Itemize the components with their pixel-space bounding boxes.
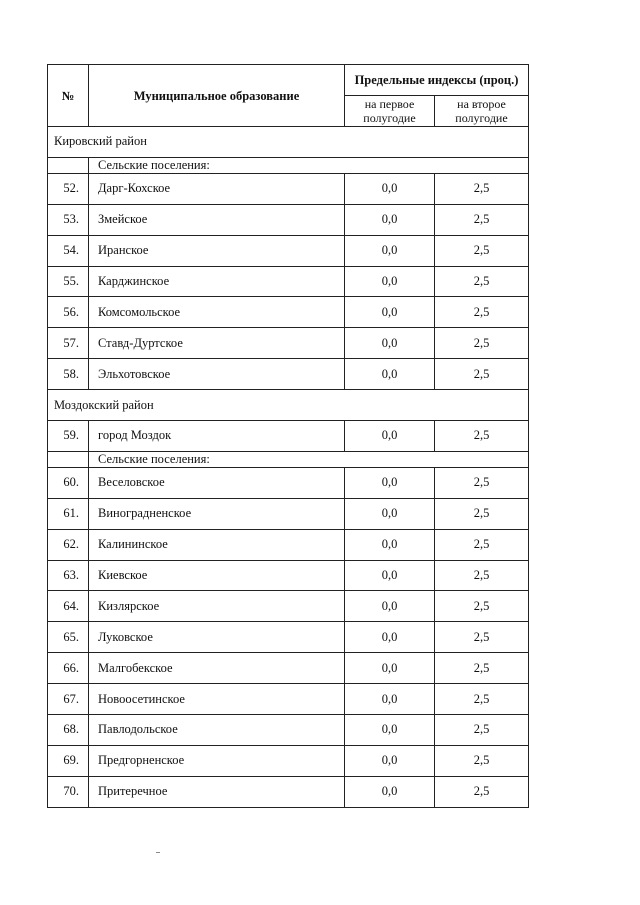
second-half-value: 2,5 bbox=[435, 715, 529, 746]
district-label: Моздокский район bbox=[48, 390, 529, 421]
second-half-value: 2,5 bbox=[435, 359, 529, 390]
table-row bbox=[48, 498, 529, 529]
row-number: 60. bbox=[48, 467, 89, 498]
table-row bbox=[48, 204, 529, 235]
table-header bbox=[48, 65, 529, 127]
second-half-value: 2,5 bbox=[435, 204, 529, 235]
second-half-value: 2,5 bbox=[435, 776, 529, 807]
second-half-value: 2,5 bbox=[435, 529, 529, 560]
municipality-name: Дарг-Кохское bbox=[89, 173, 345, 204]
first-half-value: 0,0 bbox=[345, 715, 435, 746]
row-number: 58. bbox=[48, 359, 89, 390]
table-row bbox=[48, 266, 529, 297]
district-section-row bbox=[48, 390, 529, 421]
first-half-value: 0,0 bbox=[345, 328, 435, 359]
municipality-name: Иранское bbox=[89, 235, 345, 266]
row-number: 65. bbox=[48, 622, 89, 653]
second-half-value: 2,5 bbox=[435, 235, 529, 266]
table-row bbox=[48, 421, 529, 452]
municipality-name: Комсомольское bbox=[89, 297, 345, 328]
first-half-value: 0,0 bbox=[345, 591, 435, 622]
municipality-name: Калининское bbox=[89, 529, 345, 560]
second-half-value: 2,5 bbox=[435, 591, 529, 622]
municipality-name: Виноградненское bbox=[89, 498, 345, 529]
first-half-value: 0,0 bbox=[345, 684, 435, 715]
municipality-name: Притеречное bbox=[89, 776, 345, 807]
table-body bbox=[48, 127, 529, 808]
empty-cell bbox=[48, 451, 89, 467]
municipality-name: Киевское bbox=[89, 560, 345, 591]
municipality-name: Павлодольское bbox=[89, 715, 345, 746]
table-row bbox=[48, 297, 529, 328]
row-number: 57. bbox=[48, 328, 89, 359]
row-number: 53. bbox=[48, 204, 89, 235]
row-number: 56. bbox=[48, 297, 89, 328]
first-half-value: 0,0 bbox=[345, 266, 435, 297]
table-row bbox=[48, 359, 529, 390]
second-half-value: 2,5 bbox=[435, 560, 529, 591]
empty-cell bbox=[48, 157, 89, 173]
municipality-name: Веселовское bbox=[89, 467, 345, 498]
second-half-value: 2,5 bbox=[435, 467, 529, 498]
row-number: 70. bbox=[48, 776, 89, 807]
municipality-name: Новоосетинское bbox=[89, 684, 345, 715]
municipality-name: Луковское bbox=[89, 622, 345, 653]
first-half-value: 0,0 bbox=[345, 173, 435, 204]
subsection-row bbox=[48, 157, 529, 173]
table-row bbox=[48, 591, 529, 622]
first-half-value: 0,0 bbox=[345, 467, 435, 498]
first-half-value: 0,0 bbox=[345, 776, 435, 807]
district-label: Кировский район bbox=[48, 127, 529, 158]
table-row bbox=[48, 622, 529, 653]
district-section-row bbox=[48, 127, 529, 158]
first-half-value: 0,0 bbox=[345, 359, 435, 390]
table-row bbox=[48, 529, 529, 560]
second-half-value: 2,5 bbox=[435, 684, 529, 715]
municipality-name: Малгобекское bbox=[89, 653, 345, 684]
table-row bbox=[48, 235, 529, 266]
row-number: 54. bbox=[48, 235, 89, 266]
row-number: 67. bbox=[48, 684, 89, 715]
table-row bbox=[48, 467, 529, 498]
row-number: 59. bbox=[48, 421, 89, 452]
first-half-value: 0,0 bbox=[345, 235, 435, 266]
municipality-name: Карджинское bbox=[89, 266, 345, 297]
municipality-name: Предгорненское bbox=[89, 745, 345, 776]
table-row bbox=[48, 560, 529, 591]
row-number: 63. bbox=[48, 560, 89, 591]
table-row bbox=[48, 776, 529, 807]
second-half-value: 2,5 bbox=[435, 328, 529, 359]
first-half-value: 0,0 bbox=[345, 498, 435, 529]
row-number: 62. bbox=[48, 529, 89, 560]
table-row bbox=[48, 653, 529, 684]
row-number: 64. bbox=[48, 591, 89, 622]
row-number: 61. bbox=[48, 498, 89, 529]
second-half-value: 2,5 bbox=[435, 173, 529, 204]
subsection-label: Сельские поселения: bbox=[89, 157, 529, 173]
municipality-name: Эльхотовское bbox=[89, 359, 345, 390]
table-row bbox=[48, 328, 529, 359]
second-half-value: 2,5 bbox=[435, 421, 529, 452]
second-half-value: 2,5 bbox=[435, 266, 529, 297]
second-half-value: 2,5 bbox=[435, 622, 529, 653]
header-municipality: Муниципальное образование bbox=[89, 65, 345, 127]
municipality-name: Кизлярское bbox=[89, 591, 345, 622]
first-half-value: 0,0 bbox=[345, 560, 435, 591]
first-half-value: 0,0 bbox=[345, 622, 435, 653]
header-number: № bbox=[48, 65, 89, 127]
table-row bbox=[48, 173, 529, 204]
first-half-value: 0,0 bbox=[345, 529, 435, 560]
row-number: 55. bbox=[48, 266, 89, 297]
second-half-value: 2,5 bbox=[435, 653, 529, 684]
municipality-name: город Моздок bbox=[89, 421, 345, 452]
municipality-name: Ставд-Дуртское bbox=[89, 328, 345, 359]
header-first-half: на первое полугодие bbox=[345, 96, 435, 127]
row-number: 68. bbox=[48, 715, 89, 746]
second-half-value: 2,5 bbox=[435, 498, 529, 529]
municipality-name: Змейское bbox=[89, 204, 345, 235]
first-half-value: 0,0 bbox=[345, 421, 435, 452]
first-half-value: 0,0 bbox=[345, 204, 435, 235]
indices-table bbox=[47, 64, 529, 808]
first-half-value: 0,0 bbox=[345, 653, 435, 684]
subsection-row bbox=[48, 451, 529, 467]
row-number: 66. bbox=[48, 653, 89, 684]
subsection-label: Сельские поселения: bbox=[89, 451, 529, 467]
header-indices: Предельные индексы (проц.) bbox=[345, 65, 529, 96]
second-half-value: 2,5 bbox=[435, 297, 529, 328]
table-row bbox=[48, 745, 529, 776]
row-number: 52. bbox=[48, 173, 89, 204]
first-half-value: 0,0 bbox=[345, 297, 435, 328]
second-half-value: 2,5 bbox=[435, 745, 529, 776]
row-number: 69. bbox=[48, 745, 89, 776]
stray-mark bbox=[156, 852, 160, 853]
table-row bbox=[48, 684, 529, 715]
first-half-value: 0,0 bbox=[345, 745, 435, 776]
header-second-half: на второе полугодие bbox=[435, 96, 529, 127]
table-row bbox=[48, 715, 529, 746]
